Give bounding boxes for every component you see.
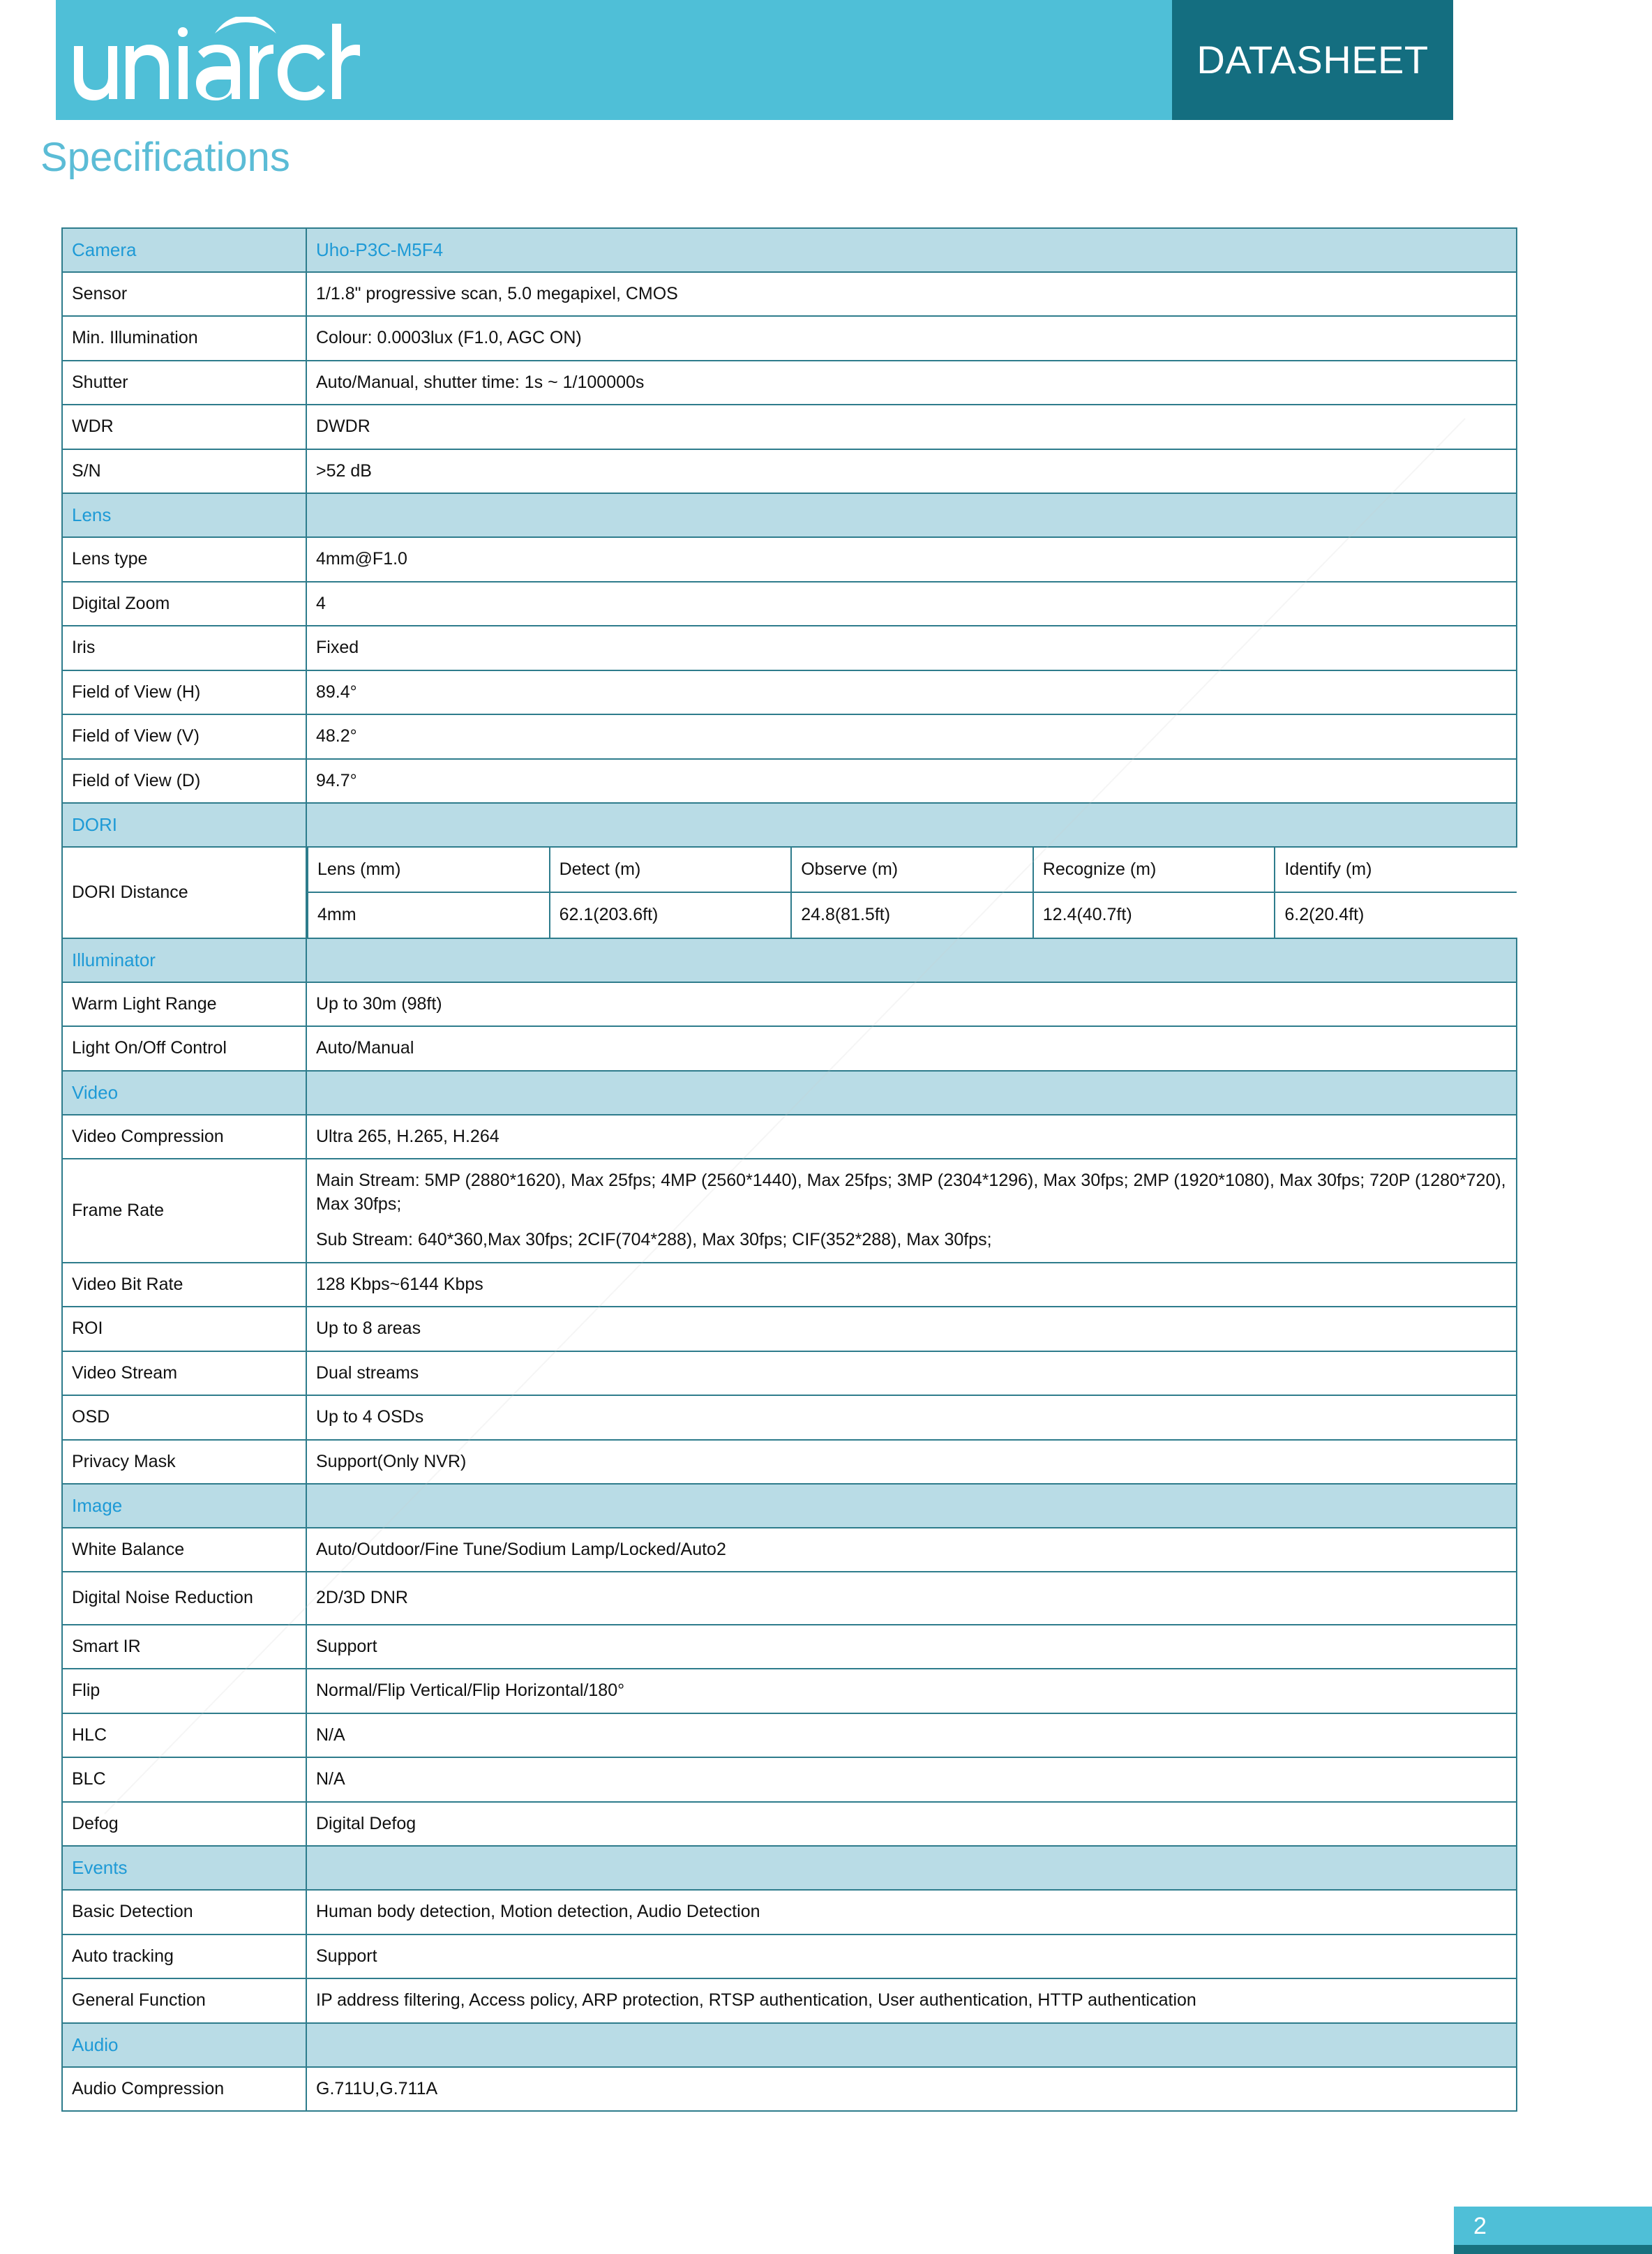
section-header-image [62,1484,1517,1528]
row-value: Up to 8 areas [306,1307,1517,1351]
row-value: Dual streams [306,1351,1517,1396]
row-value: 4 [306,582,1517,626]
uniarch-logo [67,17,360,103]
dori-subtable-host [306,847,1517,938]
table-row [62,1713,1517,1758]
row-label: Audio Compression [62,2067,306,2112]
datasheet-label: DATASHEET [1196,38,1429,82]
table-row [62,1625,1517,1669]
frame-rate-main-stream: Main Stream: 5MP (2880*1620), Max 25fps; 4MP (2560*1440), Max 25fps; 3MP (2304*1296), Max 30fps; 2MP (1920*1080), Max 30fps; 720P (1280*720), Max 30fps; [316,1171,1506,1214]
row-label: Min. Illumination [62,316,306,361]
section-header-events [62,1846,1517,1890]
table-row [62,2067,1517,2112]
row-value: 48.2° [306,714,1517,759]
section-title-spacer [306,803,1517,847]
section-header-lens [62,493,1517,537]
row-label: Lens type [62,537,306,582]
row-value: Auto/Manual, shutter time: 1s ~ 1/100000s [306,361,1517,405]
table-row [62,449,1517,494]
table-row [62,1440,1517,1485]
section-title: Image [62,1484,306,1528]
row-value: >52 dB [306,449,1517,494]
row-label: Auto tracking [62,1934,306,1979]
row-value [306,1159,1517,1263]
section-header-video [62,1071,1517,1115]
row-label: Digital Noise Reduction [62,1572,306,1625]
table-row [62,361,1517,405]
page-badge-underline [1454,2245,1652,2254]
table-row [62,1026,1517,1071]
dori-row [62,847,1517,938]
row-label: OSD [62,1395,306,1440]
row-label: S/N [62,449,306,494]
section-title-spacer [306,1071,1517,1115]
row-label: Sensor [62,272,306,317]
page-number-badge [1454,2207,1652,2245]
dori-val-lens: 4mm [308,892,550,938]
table-row [62,405,1517,449]
section-title-spacer [306,1484,1517,1528]
page-header [56,0,1453,120]
row-label: Video Bit Rate [62,1263,306,1307]
datasheet-banner [1172,0,1453,120]
row-value: Up to 4 OSDs [306,1395,1517,1440]
table-row [62,537,1517,582]
row-label: Defog [62,1802,306,1847]
table-row [62,626,1517,670]
row-label: Frame Rate [62,1159,306,1263]
section-title-spacer [306,1846,1517,1890]
row-label: Flip [62,1669,306,1713]
row-label: Digital Zoom [62,582,306,626]
row-label: BLC [62,1757,306,1802]
row-value: Auto/Manual [306,1026,1517,1071]
row-value: 128 Kbps~6144 Kbps [306,1263,1517,1307]
frame-rate-sub-stream: Sub Stream: 640*360,Max 30fps; 2CIF(704*288), Max 30fps; CIF(352*288), Max 30fps; [316,1230,992,1250]
row-label: Video Compression [62,1115,306,1159]
section-header-audio [62,2023,1517,2067]
table-row [62,1528,1517,1572]
row-value: Support [306,1934,1517,1979]
row-label: Field of View (H) [62,670,306,715]
row-value: Support(Only NVR) [306,1440,1517,1485]
row-value: 1/1.8" progressive scan, 5.0 megapixel, CMOS [306,272,1517,317]
table-row [62,1263,1517,1307]
table-row [62,1890,1517,1934]
specifications-table [61,227,1517,2112]
section-title-spacer [306,493,1517,537]
page-number: 2 [1473,2213,1487,2239]
row-label: Privacy Mask [62,1440,306,1485]
table-row [62,714,1517,759]
section-title: Video [62,1071,306,1115]
dori-header-row [308,848,1517,893]
section-title: Events [62,1846,306,1890]
row-value: N/A [306,1713,1517,1758]
row-label: General Function [62,1978,306,2023]
table-row [62,1307,1517,1351]
row-value: Auto/Outdoor/Fine Tune/Sodium Lamp/Locked/Auto2 [306,1528,1517,1572]
table-row [62,1669,1517,1713]
row-value: 4mm@F1.0 [306,537,1517,582]
row-value: Normal/Flip Vertical/Flip Horizontal/180° [306,1669,1517,1713]
row-label: ROI [62,1307,306,1351]
table-row [62,1115,1517,1159]
row-value: Human body detection, Motion detection, Audio Detection [306,1890,1517,1934]
row-label: Iris [62,626,306,670]
row-label: WDR [62,405,306,449]
row-value: 94.7° [306,759,1517,804]
dori-val-recognize: 12.4(40.7ft) [1033,892,1275,938]
section-title-spacer [306,938,1517,982]
dori-val-identify: 6.2(20.4ft) [1275,892,1517,938]
row-label: Field of View (D) [62,759,306,804]
dori-col-identify: Identify (m) [1275,848,1517,893]
row-value: Up to 30m (98ft) [306,982,1517,1027]
section-title: Audio [62,2023,306,2067]
section-title: Illuminator [62,938,306,982]
row-value: 89.4° [306,670,1517,715]
section-header-dori [62,803,1517,847]
table-row [62,982,1517,1027]
table-row [62,1757,1517,1802]
row-label: White Balance [62,1528,306,1572]
row-label: HLC [62,1713,306,1758]
table-row-frame-rate [62,1159,1517,1263]
table-row [62,1351,1517,1396]
table-row [62,670,1517,715]
dori-col-observe: Observe (m) [791,848,1033,893]
row-label: Shutter [62,361,306,405]
dori-col-detect: Detect (m) [550,848,792,893]
brand-banner [56,0,1172,120]
page-title: Specifications [40,135,290,180]
row-label: Basic Detection [62,1890,306,1934]
row-label: Video Stream [62,1351,306,1396]
table-row [62,759,1517,804]
row-value: Colour: 0.0003lux (F1.0, AGC ON) [306,316,1517,361]
row-value: N/A [306,1757,1517,1802]
dori-val-detect: 62.1(203.6ft) [550,892,792,938]
table-row [62,1978,1517,2023]
table-row [62,1395,1517,1440]
row-label: Smart IR [62,1625,306,1669]
row-value: Support [306,1625,1517,1669]
row-label: Field of View (V) [62,714,306,759]
row-value: Ultra 265, H.265, H.264 [306,1115,1517,1159]
row-label: Warm Light Range [62,982,306,1027]
dori-value-row [308,892,1517,938]
section-title: DORI [62,803,306,847]
row-label: Light On/Off Control [62,1026,306,1071]
section-title: Camera [62,228,306,272]
table-row [62,316,1517,361]
table-row [62,582,1517,626]
table-row [62,1802,1517,1847]
dori-col-lens: Lens (mm) [308,848,550,893]
dori-table [307,848,1517,938]
dori-distance-label: DORI Distance [62,847,306,938]
dori-col-recognize: Recognize (m) [1033,848,1275,893]
row-value: IP address filtering, Access policy, ARP protection, RTSP authentication, User authentication, HTTP authentication [306,1978,1517,2023]
table-row [62,1934,1517,1979]
row-value: 2D/3D DNR [306,1572,1517,1625]
row-value: G.711U,G.711A [306,2067,1517,2112]
camera-model: Uho-P3C-M5F4 [306,228,1517,272]
section-title-spacer [306,2023,1517,2067]
section-header-camera [62,228,1517,272]
row-value: DWDR [306,405,1517,449]
dori-val-observe: 24.8(81.5ft) [791,892,1033,938]
table-row [62,272,1517,317]
table-row [62,1572,1517,1625]
section-header-illuminator [62,938,1517,982]
section-title: Lens [62,493,306,537]
row-value: Fixed [306,626,1517,670]
row-value: Digital Defog [306,1802,1517,1847]
